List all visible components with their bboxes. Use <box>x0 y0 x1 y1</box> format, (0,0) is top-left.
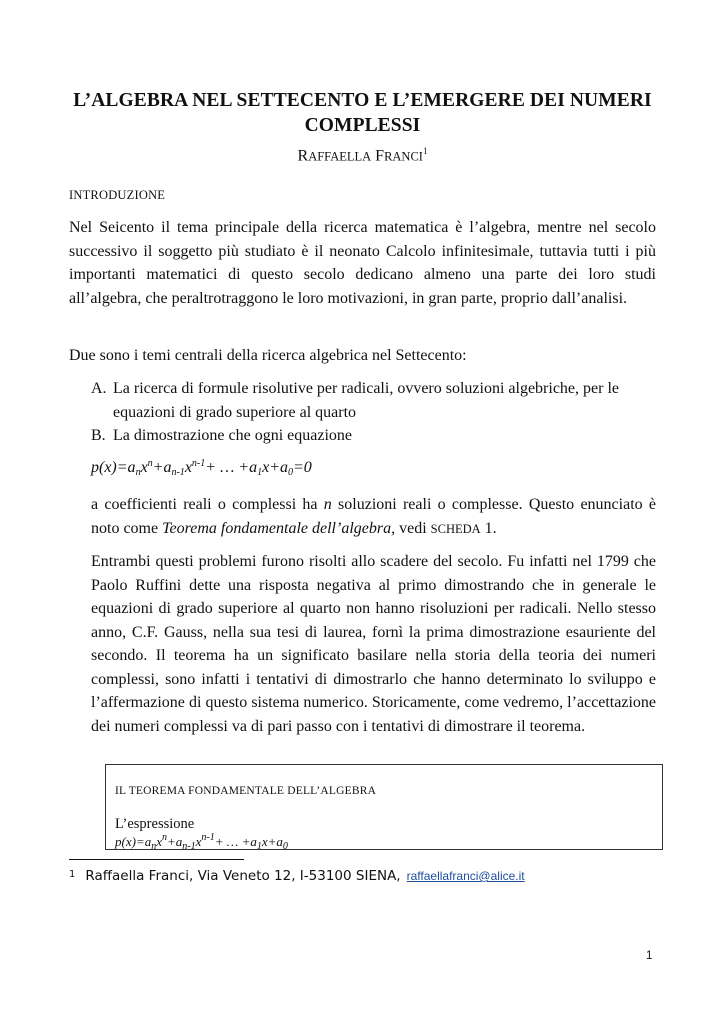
footnote-text: Raffaella Franci, Via Veneto 12, I-53100 SIENA, <box>85 868 401 884</box>
author-last-initial: F <box>375 147 385 165</box>
box-expression-label: L’espressione <box>115 816 195 832</box>
list-marker: B. <box>91 427 106 444</box>
scheda-reference: SCHEDA <box>430 521 481 536</box>
paragraph-1: Nel Seicento il tema principale della ricerca matematica è l’algebra, mentre nel secolo successivo il soggetto più studiato è il neonato Calcolo infinitesimale, tuttavia tutti i più importanti matematici di questo secolo dedicano almeno una parte dei loro studi all’algebra, che peraltrotraggono le loro motivazioni, in gran parte, proprio dall’analisi. <box>69 219 656 307</box>
author-line <box>0 146 725 165</box>
list-item <box>91 424 656 448</box>
author-first-rest: AFFAELLA <box>308 149 372 164</box>
email-link[interactable]: raffaellafranci@alice.it <box>406 869 525 883</box>
footnote <box>69 868 525 884</box>
paragraph-2: Due sono i temi centrali della ricerca algebrica nel Settecento: <box>69 347 467 364</box>
polynomial-equation: $p(x)=a_nx^n+a_{n-1}x^{n-1}+$ … $+a_1x+a_0=0$ <box>91 458 312 478</box>
page-number: 1 <box>646 950 653 962</box>
footnote-number: 1 <box>69 869 76 880</box>
footnote-separator <box>69 859 244 860</box>
list-marker: A. <box>91 380 107 397</box>
author-last-rest: RANCI <box>384 149 423 164</box>
author-first-initial: R <box>297 147 309 165</box>
document-title: L’ALGEBRA NEL SETTECENTO E L’EMERGERE DEI NUMERI COMPLESSI <box>73 90 652 136</box>
box-title: IL TEOREMA FONDAMENTALE DELL’ALGEBRA <box>115 785 377 797</box>
list-item-text: La dimostrazione che ogni equazione <box>113 427 353 444</box>
section-heading: INTRODUZIONE <box>69 188 166 202</box>
theorem-box <box>105 764 663 850</box>
list-item <box>91 377 656 424</box>
list-item-text: La ricerca di formule risolutive per radicali, ovvero soluzioni algebriche, per le equazioni di grado superiore al quarto <box>113 380 620 421</box>
paragraph-3: a coefficienti reali o complessi ha n soluzioni reali o complesse. Questo enunciato è noto come Teorema fondamentale dell’algebra, vedi SCHEDA 1. <box>91 496 657 537</box>
theorem-name: Teorema fondamentale dell’algebra, <box>162 519 396 537</box>
themes-list <box>91 377 656 448</box>
paragraph-4: Entrambi questi problemi furono risolti allo scadere del secolo. Fu infatti nel 1799 che Paolo Ruffini dette una risposta negativa al primo dimostrando che in generale le equazioni di grado superiore al quarto non hanno risoluzioni per radicali. Nello stesso anno, C.F. Gauss, nella sua tesi di laurea, fornì la prima dimostrazione esauriente del secondo. Il teorema ha un significato basilare nella storia della teoria dei numeri complessi, sono infatti i tentativi di dimostrarlo che hanno determinato lo sviluppo e l’affermazione di questo sistema numerico. Storicamente, come vedremo, l’accettazione dei numeri complessi va di pari passo con i tentativi di dimostrare il teorema. <box>91 553 656 735</box>
box-polynomial: $p(x)=a_nx^n+a_{n-1}x^{n-1}+$ … $+a_1x+a_0$ <box>115 832 288 852</box>
footnote-reference[interactable]: 1 <box>422 146 428 156</box>
